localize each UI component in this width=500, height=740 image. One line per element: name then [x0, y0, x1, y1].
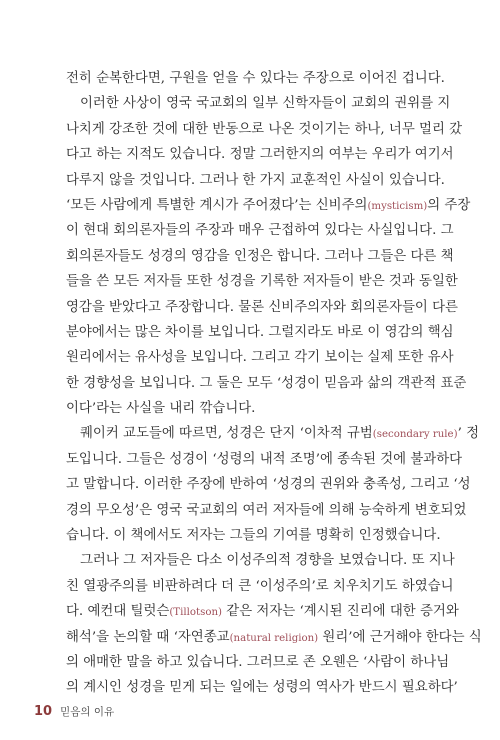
- text-line: [66, 345, 454, 370]
- text-run: 해석’을 논의할 때 ‘자연종교: [66, 629, 230, 645]
- text-line: [66, 625, 482, 650]
- text-run: 이 현대 회의론자들의 주장과 매우 근접하여 있다는 사실입니다. 그: [66, 223, 454, 239]
- text-line: [66, 675, 458, 700]
- text-run: 이러한 사상이 영국 국교회의 일부 신학자들이 교회의 권위를 지: [80, 96, 451, 112]
- text-run: 들을 쓴 모든 저자들 또한 성경을 기록한 저자들이 받은 것과 동일한: [66, 274, 458, 290]
- text-run: 원리’에 근거해야 한다는 식: [318, 629, 482, 645]
- text-run: 이다’라는 사실을 내리 깎습니다.: [66, 401, 256, 417]
- text-line: [66, 244, 454, 269]
- text-run: 의 애매한 말을 하고 있습니다. 그러므로 존 오웬은 ‘사람이 하나님: [66, 654, 450, 670]
- text-line: [66, 371, 467, 396]
- text-run: 같은 저자는 ‘계시된 진리에 대한 증거와: [222, 604, 459, 620]
- english-term: (Tillotson): [169, 607, 222, 619]
- text-line: [66, 142, 454, 167]
- text-run: 도입니다. 그들은 성경이 ‘성령의 내적 조명’에 종속된 것에 불과하다: [66, 451, 463, 467]
- text-run: 경의 무오성’은 영국 국교회의 여러 저자들에 의해 능숙하게 변호되었: [66, 502, 467, 518]
- page-footer: [34, 704, 114, 719]
- text-run: 습니다. 이 책에서도 저자는 그들의 기여를 명확히 인정했습니다.: [66, 528, 441, 544]
- text-line: [66, 66, 445, 91]
- text-line: [66, 295, 458, 320]
- text-line: [66, 320, 454, 345]
- text-line: [66, 396, 430, 421]
- text-line: [66, 218, 454, 243]
- page-number: 10: [34, 704, 53, 719]
- text-line: [66, 472, 471, 497]
- text-line: [66, 548, 455, 573]
- text-line: [66, 599, 459, 624]
- text-line: [66, 117, 463, 142]
- text-line: [66, 574, 454, 599]
- text-run: 회의론자들도 성경의 영감을 인정은 합니다. 그러나 그들은 다른 책: [66, 248, 454, 264]
- book-title: 믿음의 이유: [60, 706, 115, 718]
- text-run: ’ 정: [457, 426, 480, 442]
- text-run: ‘모든 사람에게 특별한 계시가 주어졌다’는 신비주의: [66, 197, 368, 213]
- text-run: 다고 하는 지적도 있습니다. 정말 그러한지의 여부는 우리가 여기서: [66, 147, 454, 163]
- text-run: 의 주장: [427, 197, 471, 213]
- text-run: 고 말합니다. 이러한 주장에 반하여 ‘성경의 권위와 충족성, 그리고 ‘성: [66, 477, 471, 493]
- text-run: 다. 예컨대 틸럿슨: [66, 604, 170, 620]
- text-line: [66, 447, 463, 472]
- text-line: [66, 91, 451, 116]
- text-line: [66, 168, 445, 193]
- text-line: [66, 421, 480, 446]
- text-run: 나치게 강조한 것에 대한 반동으로 나온 것이기는 하나, 너무 멀리 갔: [66, 121, 463, 137]
- text-line: [66, 193, 471, 218]
- english-term: (secondary rule): [372, 429, 458, 441]
- text-line: [66, 498, 467, 523]
- text-run: 전히 순복한다면, 구원을 얻을 수 있다는 주장으로 이어진 겁니다.: [66, 71, 445, 86]
- text-run: 한 경향성을 보입니다. 그 둘은 모두 ‘성경이 믿음과 삶의 객관적 표준: [66, 375, 467, 391]
- text-run: 퀘이커 교도들에 따르면, 성경은 단지 ‘이차적 규범: [80, 426, 373, 442]
- text-run: 원리에서는 유사성을 보입니다. 그리고 각기 보이는 실제 또한 유사: [66, 350, 454, 366]
- text-run: 다루지 않을 것입니다. 그러나 한 가지 교훈적인 사실이 있습니다.: [66, 172, 445, 188]
- english-term: (natural religion): [229, 632, 319, 644]
- text-run: 그러나 그 저자들은 다소 이성주의적 경향을 보였습니다. 또 지나: [80, 553, 455, 569]
- text-run: 친 열광주의를 비판하려다 더 큰 ‘이성주의’로 치우치기도 하였습니: [66, 578, 454, 594]
- text-run: 영감을 받았다고 주장합니다. 물론 신비주의자와 회의론자들이 다른: [66, 299, 458, 315]
- text-line: [66, 523, 441, 548]
- text-line: [66, 269, 458, 294]
- text-run: 의 계시인 성경을 믿게 되는 일에는 성령의 역사가 반드시 필요하다’: [66, 680, 458, 696]
- english-term: (mysticism): [367, 200, 428, 212]
- body-text: [66, 66, 482, 701]
- text-line: [66, 650, 450, 675]
- text-run: 분야에서는 많은 차이를 보입니다. 그럴지라도 바로 이 영감의 핵심: [66, 324, 454, 340]
